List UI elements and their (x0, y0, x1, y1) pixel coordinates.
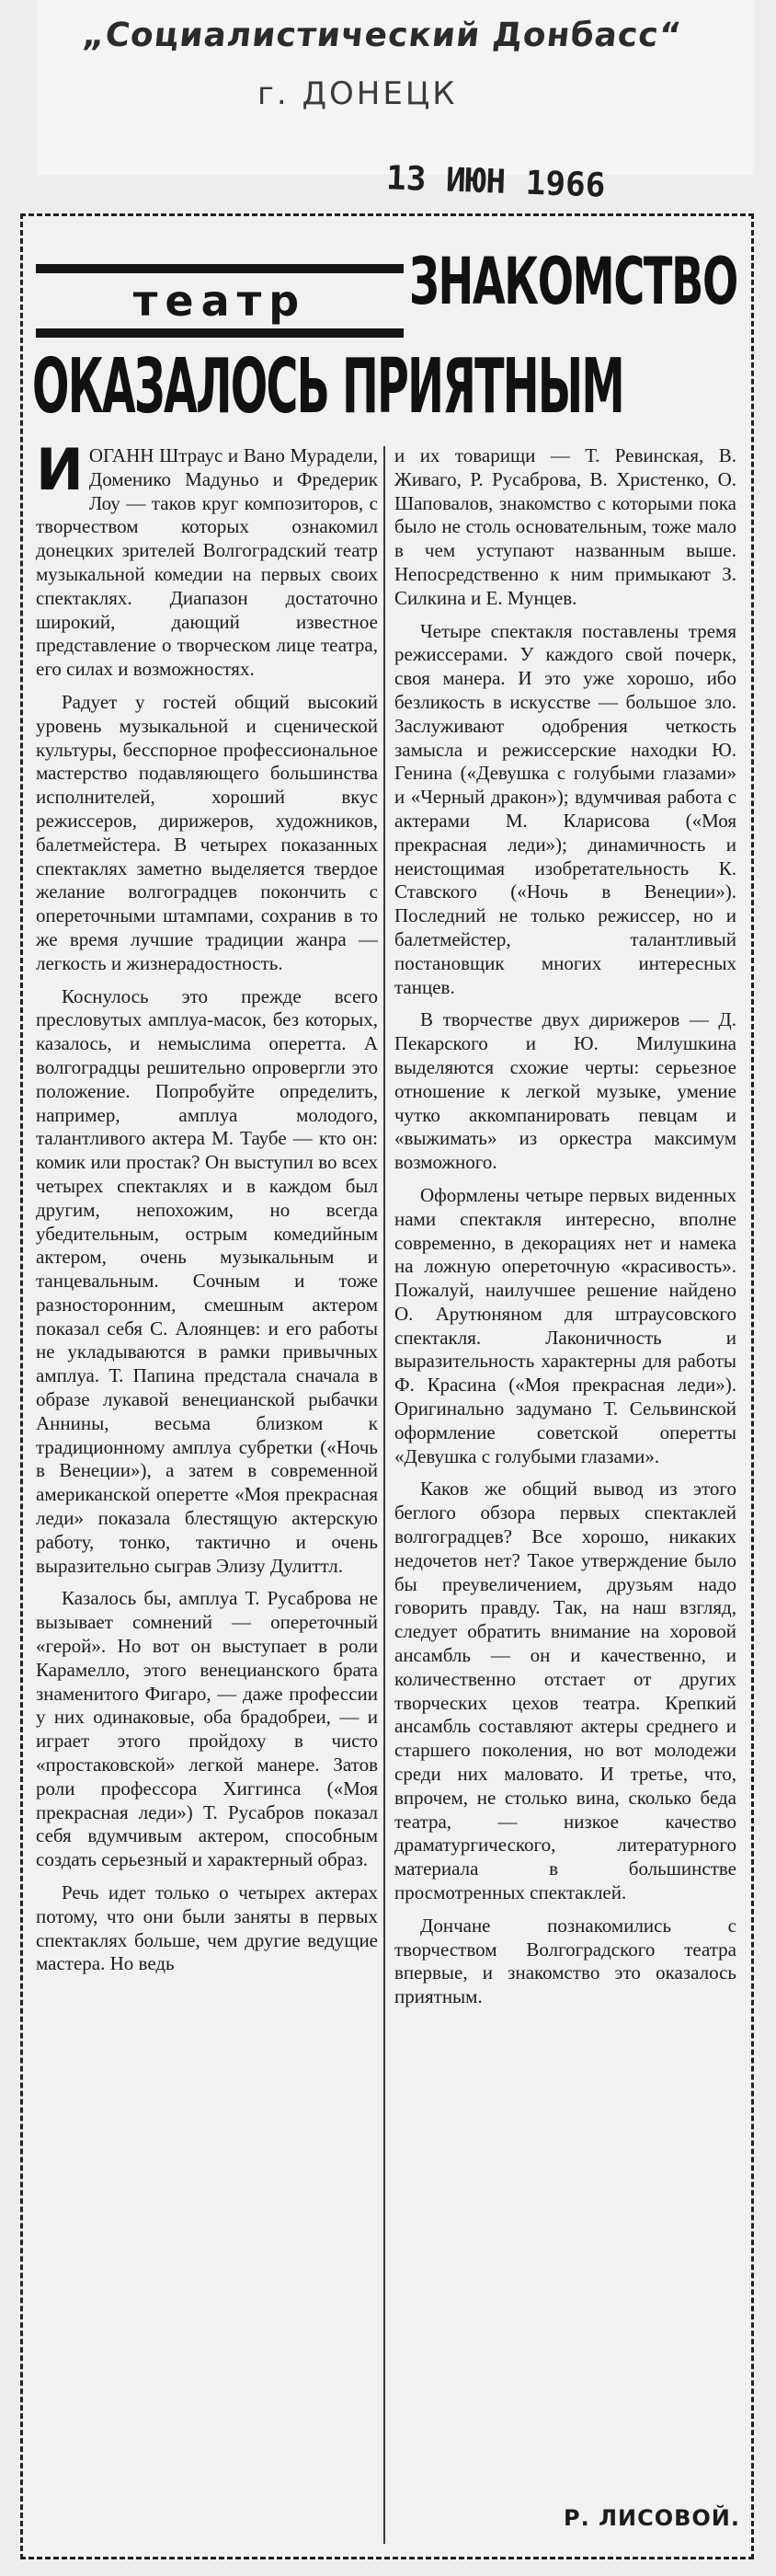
paragraph: Радует у гостей общий высокий уровень музыкальной и сценической культуры, бесспорное профессиональное мастерство подавляющего большинства исполнителей, хороший вкус режиссеров, дирижеров, художников, балетмейстера. В четырех показанных спектаклях заметно выделяется твердое желание волгоградцев покончить с опереточными штампами, сохранив в то же время лучшие традиции жанра — легкость и жизнерадостность. (36, 690, 378, 974)
right-column (394, 444, 736, 2018)
paragraph: Коснулось это прежде всего пресловутых амплуа-масок, без которых, казалось, и немыслима оперетта. А волгоградцы решительно опровергли это положение. Попробуйте определить, например, амплуа молодого, талантливого актера М. Таубе — кто он: комик или простак? Он выступил во всех четырех спектаклях и в каждом был другим, непохожим, но всегда убедительным, острым комедийным актером, очень музыкальным и танцевальным. Сочным и тоже разносторонним, смешным актером показал себя С. Алоянцев: и его работы не укладываются в рамки привычных амплуа. Т. Папина предстала сначала в образе лукавой венецианской рыбачки Аннины, весьма близком к традиционному амплуа субретки («Ночь в Венеции»), а затем в современной американской оперетте «Моя прекрасная леди» показала блестящую актерскую работу, тонко, тактично и очень выразительно сыграв Элизу Дулиттл. (36, 984, 378, 1577)
date-stamp: 13 ИЮН 1966 (385, 159, 607, 205)
rubric-banner (36, 264, 404, 338)
paragraph: Дончане познакомились с творчеством Волгоградского театра впервые, и знакомство это оказалось приятным. (394, 1914, 736, 2008)
paragraph: Речь идет только о четырех актерах потому, что они были заняты в первых спектаклях больше, чем другие ведущие мастера. Но ведь (36, 1881, 378, 1975)
paragraph: В творчестве двух дирижеров — Д. Пекарского и Ю. Милушкина выделяются схожие черты: серьезное отношение к легкой музыке, умение чутко аккомпанировать певцам и «выжимать» из оркестра максимум возможного. (394, 1008, 736, 1174)
city-name: г. ДОНЕЦК (257, 75, 458, 112)
paragraph: и их товарищи — Т. Ревинская, В. Живаго, Р. Русаброва, В. Христенко, О. Шаповалов, знакомство с которыми пока было не столь основательным, тоже мало в чем уступают названным выше. Непосредственно к ним примыкают З. Силкина и Е. Мунцев. (394, 444, 736, 609)
headline-line-1: ЗНАКОМСТВО (409, 244, 737, 319)
paragraph: Оформлены четыре первых виденных нами спектакля интересно, вполне современно, в декорациях нет и намека на ложную опереточную «красивость». Пожалуй, наилучшее решение найдено О. Арутюняном для штраусовского спектакля. Лаконичность и выразительность характерны для работы Ф. Красина («Моя прекрасная леди»). Оригинально задумано Т. Сельвинской оформление советской оперетты «Девушка с голубыми глазами». (394, 1183, 736, 1467)
headline-line-2: ОКАЗАЛОСЬ ПРИЯТНЫМ (32, 343, 623, 431)
rubric-top-bar (36, 264, 404, 273)
paragraph: Каков же общий вывод из этого беглого обзора первых спектаклей волгоградцев? Все хорошо, никаких недочетов нет? Такое утверждение было бы преувеличением, друзьям надо говорить правду. Так, на наш взгляд, следует обратить внимание на хоровой ансамбль — он и качественно, и количественно отстает от других творческих цехов театра. Крепкий ансамбль составляют актеры среднего и старшего поколения, но вот молодежи среди них маловато. И третье, что, впрочем, не столько вина, сколько беда театра, — низкое качество драматургического, литературного материала в большинстве просмотренных спектаклей. (394, 1478, 736, 1904)
rubric-label: театр (132, 276, 307, 326)
clipping-label (37, 0, 754, 175)
newspaper-name: „Социалистический Донбасс“ (80, 17, 684, 54)
article (20, 213, 754, 2559)
paragraph: ИОГАНН Штраус и Вано Мурадели, Доменико Мадуньо и Фредерик Лоу — таков круг композиторов, с творчеством которых ознакомил донецких зрителей Волгоградский театр музыкальной комедии на первых своих спектаклях. Диапазон достаточно широкий, дающий известное представление о творческом лице театра, его силах и возможностях. (36, 436, 378, 681)
paragraph: Четыре спектакля поставлены тремя режиссерами. У каждого свой почерк, своя манера. И это уже хорошо, ибо безликость в искусстве — большое зло. Заслуживают одобрения четкость замысла и режиссерские находки Ю. Генина («Девушка с голубыми глазами» и «Черный дракон»); вдумчивая работа с актерами М. Кларисова («Моя прекрасная леди»); динамичность и неистощимая изобретательность К. Ставского («Ночь в Венеции»). Последний не только режиссер, но и балетмейстер, талантливый постановщик многих интересных танцев. (394, 619, 736, 998)
left-column (36, 436, 378, 1985)
rubric-bottom-bar (36, 328, 404, 338)
paragraph: Казалось бы, амплуа Т. Русаброва не вызывает сомнений — опереточный «герой». Но вот он выступает в роли Карамелло, этого венецианского брата знаменитого Фигаро, — даже профессии у них одинаковые, оба брадобреи, — и играет этого пройдоху в чисто «простаковской» легкой манере. Затов роли профессора Хиггинса («Моя прекрасная леди») Т. Русабров показал себя вдумчивым актером, способным создать серьезный и характерный образ. (36, 1587, 378, 1871)
column-divider (383, 446, 385, 2544)
author-signature: Р. ЛИСОВОЙ. (564, 2505, 740, 2531)
